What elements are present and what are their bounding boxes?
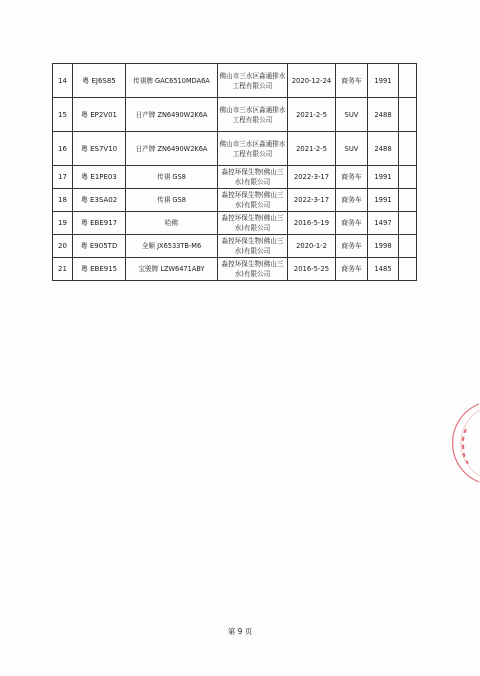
cell-plate: 粤 EBE915 [73, 258, 126, 281]
table-row [53, 235, 417, 258]
cell-blank [399, 166, 417, 189]
table-row [53, 98, 417, 132]
cell-vehicle-type: SUV [336, 98, 368, 132]
company-seal-stamp [449, 400, 480, 486]
cell-model: 传祺 GS8 [126, 166, 218, 189]
cell-seq: 21 [53, 258, 73, 281]
cell-model: 日产牌 ZN6490W2K6A [126, 98, 218, 132]
cell-seq: 15 [53, 98, 73, 132]
cell-date: 2021-2-5 [288, 132, 336, 166]
table-row [53, 258, 417, 281]
cell-owner: 淼控环保生物(佛山三水)有限公司 [218, 258, 288, 281]
cell-displacement: 1991 [368, 189, 399, 212]
table-row [53, 189, 417, 212]
cell-blank [399, 235, 417, 258]
cell-displacement: 1485 [368, 258, 399, 281]
cell-blank [399, 189, 417, 212]
vehicle-table [52, 63, 417, 281]
cell-owner: 佛山市三水区淼通排水工程有限公司 [218, 132, 288, 166]
cell-date: 2022-3-17 [288, 189, 336, 212]
cell-date: 2020-1-2 [288, 235, 336, 258]
cell-displacement: 1998 [368, 235, 399, 258]
cell-plate: 粤 EP2V01 [73, 98, 126, 132]
cell-model: 传祺 GS8 [126, 189, 218, 212]
table-row [53, 132, 417, 166]
cell-seq: 17 [53, 166, 73, 189]
cell-displacement: 1991 [368, 166, 399, 189]
cell-vehicle-type: 商务车 [336, 189, 368, 212]
cell-date: 2016-5-25 [288, 258, 336, 281]
cell-owner: 佛山市三水区淼通排水工程有限公司 [218, 64, 288, 98]
cell-owner: 佛山市三水区淼通排水工程有限公司 [218, 98, 288, 132]
cell-displacement: 2488 [368, 98, 399, 132]
cell-plate: 粤 E905TD [73, 235, 126, 258]
vehicle-table-body [53, 64, 417, 281]
cell-vehicle-type: 商务车 [336, 235, 368, 258]
cell-vehicle-type: 商务车 [336, 64, 368, 98]
cell-seq: 14 [53, 64, 73, 98]
cell-displacement: 1497 [368, 212, 399, 235]
cell-plate: 粤 EJ6S85 [73, 64, 126, 98]
cell-date: 2021-2-5 [288, 98, 336, 132]
cell-blank [399, 212, 417, 235]
cell-vehicle-type: 商务车 [336, 166, 368, 189]
cell-blank [399, 64, 417, 98]
cell-model: 传祺牌 GAC6510MDA6A [126, 64, 218, 98]
cell-plate: 粤 EBE917 [73, 212, 126, 235]
cell-blank [399, 132, 417, 166]
cell-date: 2020-12-24 [288, 64, 336, 98]
cell-plate: 粤 E1PE03 [73, 166, 126, 189]
cell-vehicle-type: SUV [336, 132, 368, 166]
cell-plate: 粤 E3SA02 [73, 189, 126, 212]
cell-model: 宝骏牌 LZW6471ABY [126, 258, 218, 281]
cell-owner: 淼控环保生物(佛山三水)有限公司 [218, 189, 288, 212]
cell-owner: 淼控环保生物(佛山三水)有限公司 [218, 212, 288, 235]
cell-model: 日产牌 ZN6490W2K6A [126, 132, 218, 166]
table-row [53, 166, 417, 189]
table-row [53, 64, 417, 98]
cell-displacement: 2488 [368, 132, 399, 166]
page-number: 第 9 页 [227, 627, 253, 636]
cell-date: 2016-5-19 [288, 212, 336, 235]
cell-seq: 20 [53, 235, 73, 258]
cell-blank [399, 98, 417, 132]
table-row [53, 212, 417, 235]
cell-model: 哈佛 [126, 212, 218, 235]
cell-model: 全顺 JX6533TB-M6 [126, 235, 218, 258]
cell-seq: 16 [53, 132, 73, 166]
cell-seq: 19 [53, 212, 73, 235]
cell-plate: 粤 ES7V10 [73, 132, 126, 166]
cell-seq: 18 [53, 189, 73, 212]
cell-owner: 淼控环保生物(佛山三水)有限公司 [218, 166, 288, 189]
cell-displacement: 1991 [368, 64, 399, 98]
cell-owner: 淼控环保生物(佛山三水)有限公司 [218, 235, 288, 258]
cell-vehicle-type: 商务车 [336, 212, 368, 235]
cell-date: 2022-3-17 [288, 166, 336, 189]
cell-vehicle-type: 商务车 [336, 258, 368, 281]
cell-blank [399, 258, 417, 281]
